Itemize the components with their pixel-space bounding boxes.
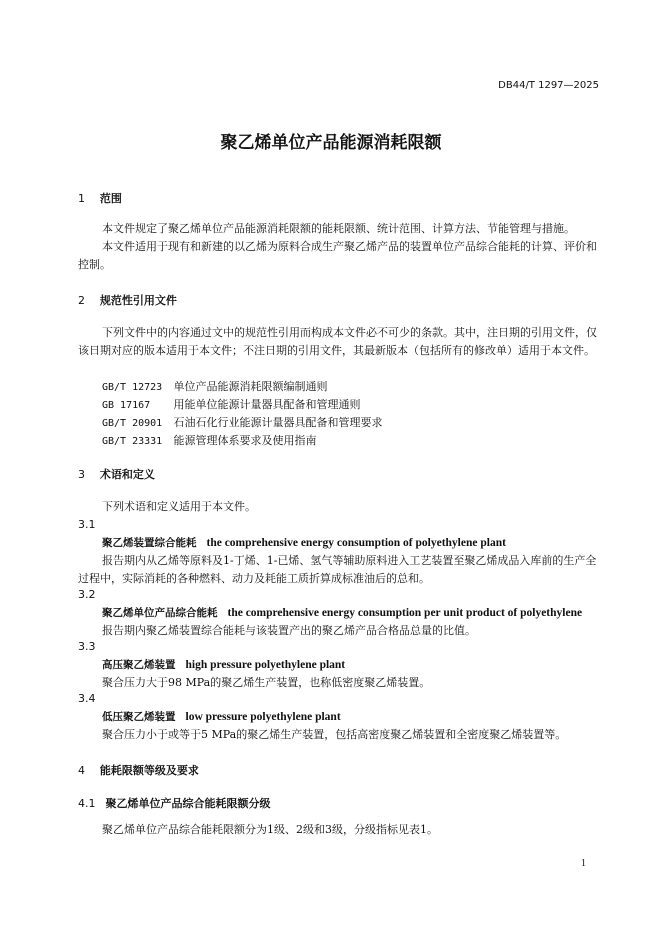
subsection-title: 聚乙烯单位产品综合能耗限额分级 xyxy=(105,797,271,810)
reference-code: GB/T 12723 xyxy=(102,382,163,393)
section-title: 范围 xyxy=(99,192,122,205)
section-title: 能耗限额等级及要求 xyxy=(99,764,199,777)
paragraph: 本文件适用于现有和新建的以乙烯为原料合成生产聚乙烯产品的装置单位产品综合能耗的计算、评价和控制。 xyxy=(78,240,597,271)
term-definition: 聚合压力大于98 MPa的聚乙烯生产装置，也称低密度聚乙烯装置。 xyxy=(102,676,431,689)
reference-code: GB/T 23331 xyxy=(102,436,163,447)
section-number: 4 xyxy=(78,764,85,777)
term-heading xyxy=(102,535,506,550)
term-heading xyxy=(102,709,341,724)
term-chinese: 高压聚乙烯装置 xyxy=(102,659,176,671)
paragraph: 下列文件中的内容通过文中的规范性引用而构成本文件必不可少的条款。其中，注日期的引用文件，仅该日期对应的版本适用于本文件；不注日期的引用文件，其最新版本（包括所有的修改单）适用于本文件。 xyxy=(78,326,597,357)
term-chinese: 聚乙烯装置综合能耗 xyxy=(102,537,197,549)
reference-code: GB/T 20901 xyxy=(102,418,163,429)
section-2-heading xyxy=(78,292,177,308)
reference-name: 用能单位能源计量器具配备和管理通则 xyxy=(173,398,361,411)
document-title: 聚乙烯单位产品能源消耗限额 xyxy=(220,133,442,153)
subsection-4-1-heading xyxy=(78,795,271,811)
section-1-heading xyxy=(78,190,122,206)
term-english: high pressure polyethylene plant xyxy=(185,659,346,671)
term-definition: 聚合压力小于或等于5 MPa的聚乙烯生产装置，包括高密度聚乙烯装置和全密度聚乙烯装置等。 xyxy=(102,728,567,741)
term-number: 3.4 xyxy=(78,692,96,705)
section-number: 1 xyxy=(78,192,85,205)
paragraph: 聚乙烯单位产品综合能耗限额分为1级、2级和3级，分级指标见表1。 xyxy=(102,823,438,836)
section-4-heading xyxy=(78,762,199,778)
reference-name: 能源管理体系要求及使用指南 xyxy=(173,434,317,447)
term-heading xyxy=(102,657,345,672)
page-number: 1 xyxy=(581,858,586,869)
paragraph: 本文件规定了聚乙烯单位产品能源消耗限额的能耗限额、统计范围、计算方法、节能管理与措施。 xyxy=(102,222,575,235)
section-title: 术语和定义 xyxy=(99,468,155,481)
term-number: 3.1 xyxy=(78,518,96,531)
reference-name: 单位产品能源消耗限额编制通则 xyxy=(173,380,328,393)
term-definition: 报告期内聚乙烯装置综合能耗与该装置产出的聚乙烯产品合格品总量的比值。 xyxy=(102,624,476,637)
reference-item xyxy=(102,432,317,448)
section-title: 规范性引用文件 xyxy=(99,294,177,307)
term-english: the comprehensive energy consumption per unit product of polyethylene xyxy=(227,607,583,619)
reference-item xyxy=(102,396,361,412)
term-english: low pressure polyethylene plant xyxy=(185,711,341,723)
term-chinese: 低压聚乙烯装置 xyxy=(102,711,176,723)
section-number: 2 xyxy=(78,294,85,307)
reference-item xyxy=(102,378,328,394)
reference-item xyxy=(102,414,383,430)
term-heading xyxy=(102,605,582,620)
paragraph: 下列术语和定义适用于本文件。 xyxy=(102,500,256,513)
reference-code: GB 17167 xyxy=(102,400,151,411)
term-definition: 报告期内从乙烯等原料及1-丁烯、1-已烯、氢气等辅助原料进入工艺装置至聚乙烯成品入库前的生产全过程中，实际消耗的各种燃料、动力及耗能工质折算成标准油后的总和。 xyxy=(78,554,597,585)
term-number: 3.3 xyxy=(78,640,96,653)
section-number: 3 xyxy=(78,468,85,481)
subsection-number: 4.1 xyxy=(78,797,96,810)
standard-number: DB44/T 1297—2025 xyxy=(498,80,599,91)
section-3-heading xyxy=(78,466,155,482)
reference-name: 石油石化行业能源计量器具配备和管理要求 xyxy=(173,416,383,429)
term-number: 3.2 xyxy=(78,588,96,601)
term-english: the comprehensive energy consumption of polyethylene plant xyxy=(206,537,506,549)
term-chinese: 聚乙烯单位产品综合能耗 xyxy=(102,607,218,619)
